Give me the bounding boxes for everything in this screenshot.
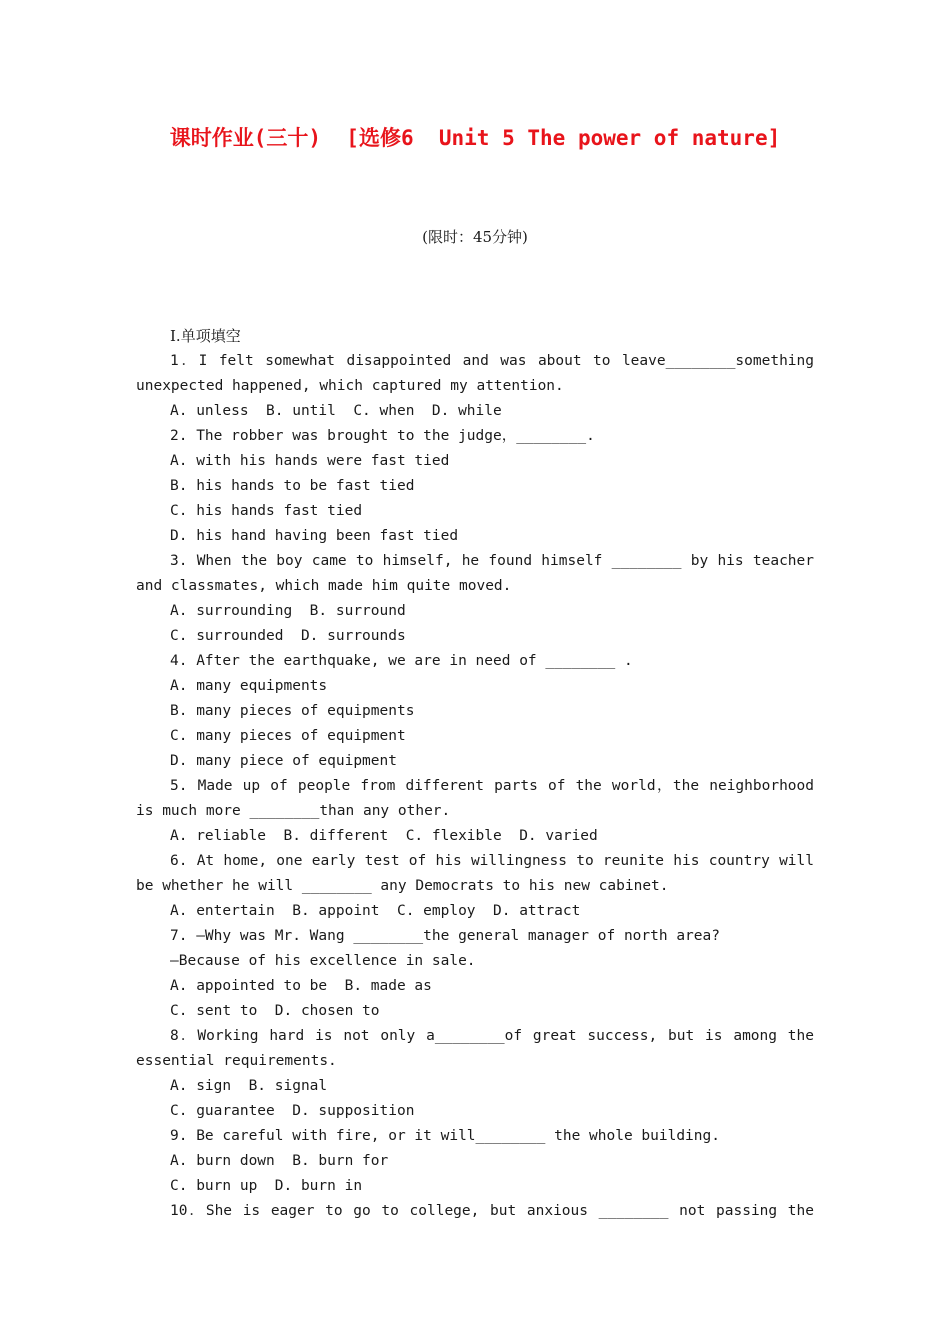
question-stem: 7. —Why was Mr. Wang ________the general manager of north area?: [170, 928, 720, 944]
question-2: [136, 424, 814, 549]
exercise-content: [136, 324, 814, 1224]
time-limit: (限时：45分钟): [422, 228, 528, 246]
option-line: C. sent to D. chosen to: [170, 1003, 380, 1019]
question-stem: 4. After the earthquake, we are in need of ________ .: [170, 653, 633, 669]
option-line: A. burn down B. burn for: [170, 1153, 389, 1169]
dialogue-response: —Because of his excellence in sale.: [170, 953, 476, 969]
question-4: [136, 649, 814, 774]
question-stem: 3. When the boy came to himself, he found himself ________ by his teacher and classmates, which made him quite moved.: [136, 553, 814, 594]
question-stem: 10．She is eager to go to college, but anxious ________ not passing the: [170, 1203, 814, 1219]
option-line: C. many pieces of equipment: [170, 728, 406, 744]
question-7: [136, 924, 814, 1024]
question-stem: 8．Working hard is not only a________of great success, but is among the essential requirements.: [136, 1028, 814, 1069]
option-line: C. his hands fast tied: [170, 503, 363, 519]
question-stem: 2. The robber was brought to the judge，________.: [170, 428, 595, 444]
option-line: A. reliable B. different C. flexible D. varied: [170, 828, 598, 844]
option-line: D. many piece of equipment: [170, 753, 397, 769]
option-line: D. his hand having been fast tied: [170, 528, 459, 544]
question-6: [136, 849, 814, 924]
option-line: B. many pieces of equipments: [170, 703, 415, 719]
option-line: C. burn up D. burn in: [170, 1178, 363, 1194]
option-line: A. many equipments: [170, 678, 328, 694]
option-line: A. with his hands were fast tied: [170, 453, 450, 469]
question-8: [136, 1024, 814, 1124]
question-stem: 9. Be careful with fire, or it will________ the whole building.: [170, 1128, 720, 1144]
question-3: [136, 549, 814, 649]
option-line: A. entertain B. appoint C. employ D. attract: [170, 903, 581, 919]
question-5: [136, 774, 814, 849]
option-line: C. guarantee D. supposition: [170, 1103, 415, 1119]
option-line: A. sign B. signal: [170, 1078, 328, 1094]
option-line: A. appointed to be B. made as: [170, 978, 432, 994]
question-stem: 1．I felt somewhat disappointed and was about to leave________something unexpected happened, which captured my attention.: [136, 353, 814, 394]
page-title: 课时作业(三十) [选修6 Unit 5 The power of nature]: [169, 126, 781, 150]
question-9: [136, 1124, 814, 1199]
section-heading: Ⅰ.单项填空: [170, 327, 241, 345]
question-1: [136, 349, 814, 424]
option-line: C. surrounded D. surrounds: [170, 628, 406, 644]
option-line: B. his hands to be fast tied: [170, 478, 415, 494]
option-line: A. surrounding B. surround: [170, 603, 406, 619]
question-stem: 5. Made up of people from different parts of the world，the neighborhood is much more ________than any other.: [136, 778, 814, 819]
question-10: [136, 1199, 814, 1224]
option-line: A. unless B. until C. when D. while: [170, 403, 502, 419]
question-stem: 6. At home, one early test of his willingness to reunite his country will be whether he will ________ any Democrats to his new cabinet.: [136, 853, 814, 894]
